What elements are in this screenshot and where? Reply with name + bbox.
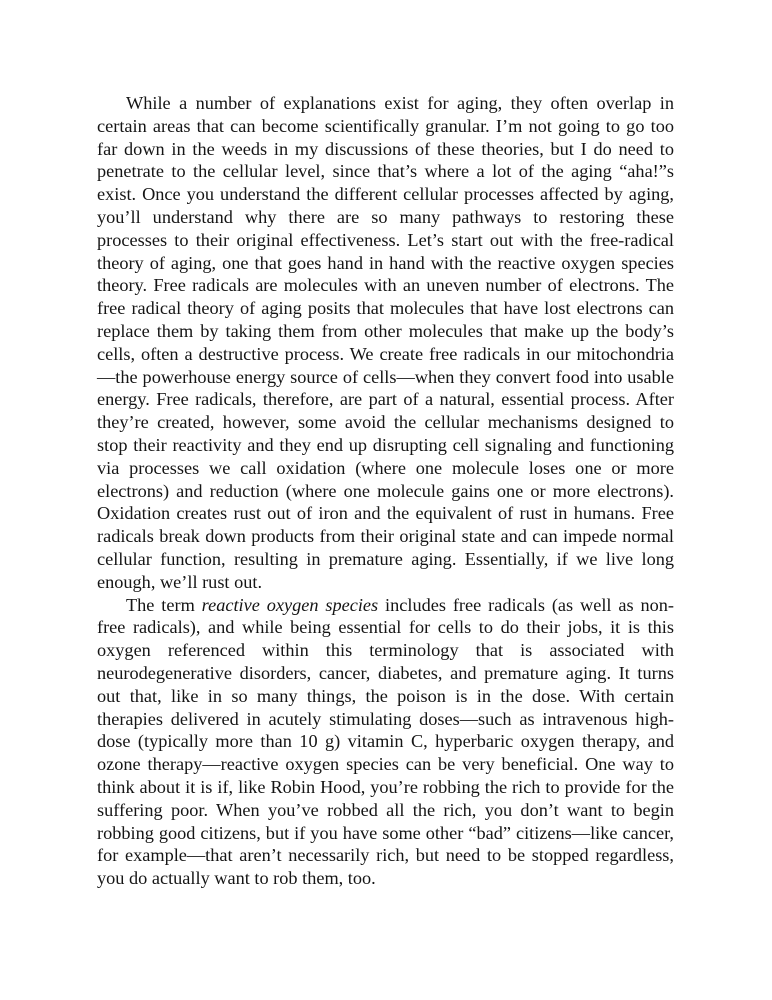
paragraph-free-radical-theory: While a number of explanations exist for aging, they often overlap in certain areas that can become scientifically granular. I’m not going to go too far down in the weeds in my discussions of these theories, but I do need to penetrate to the cellular level, since that’s where a lot of the aging “aha!”s exist. Once you understand the different cellular processes affected by aging, you’ll understand why there are so many pathways to restoring these processes to their original effectiveness. Let’s start out with the free-radical theory of aging, one that goes hand in hand with the reactive oxygen species theory. Free radicals are molecules with an uneven number of electrons. The free radical theory of aging posits that molecules that have lost electrons can replace them by taking them from other molecules that make up the body’s cells, often a destructive process. We create free radicals in our mitochondria—the powerhouse energy source of cells—when they convert food into usable energy. Free radicals, therefore, are part of a natural, essential process. After they’re created, however, some avoid the cellular mechanisms designed to stop their reactivity and they end up disrupting cell signaling and functioning via processes we call oxidation (where one molecule loses one or more electrons) and reduction (where one molecule gains one or more electrons). Oxidation creates rust out of iron and the equivalent of rust in humans. Free radicals break down products from their original state and can impede normal cellular function, resulting in premature aging. Essentially, if we live long enough, we’ll rust out. <box>97 93 674 592</box>
paragraph-2-body: includes free radicals (as well as non-free radicals), and while being essential for cells to do their jobs, it is this oxygen referenced within this terminology that is associated with neurodegenerative disorders, cancer, diabetes, and premature aging. It turns out that, like in so many things, the poison is in the dose. With certain therapies delivered in acutely stimulating doses—such as intravenous high-dose (typically more than 10 g) vitamin C, hyperbaric oxygen therapy, and ozone therapy—reactive oxygen species can be very beneficial. One way to think about it is if, like Robin Hood, you’re robbing the rich to provide for the suffering poor. When you’ve robbed all the rich, you don’t want to begin robbing good citizens, but if you have some other “bad” citizens—like cancer, for example—that aren’t necessarily rich, but need to be stopped regardless, you do actually want to rob them, too. <box>97 594 674 889</box>
paragraph-reactive-oxygen-species <box>97 594 674 890</box>
italic-term: reactive oxygen species <box>201 594 379 615</box>
paragraph-2-lead: The term <box>126 594 202 615</box>
